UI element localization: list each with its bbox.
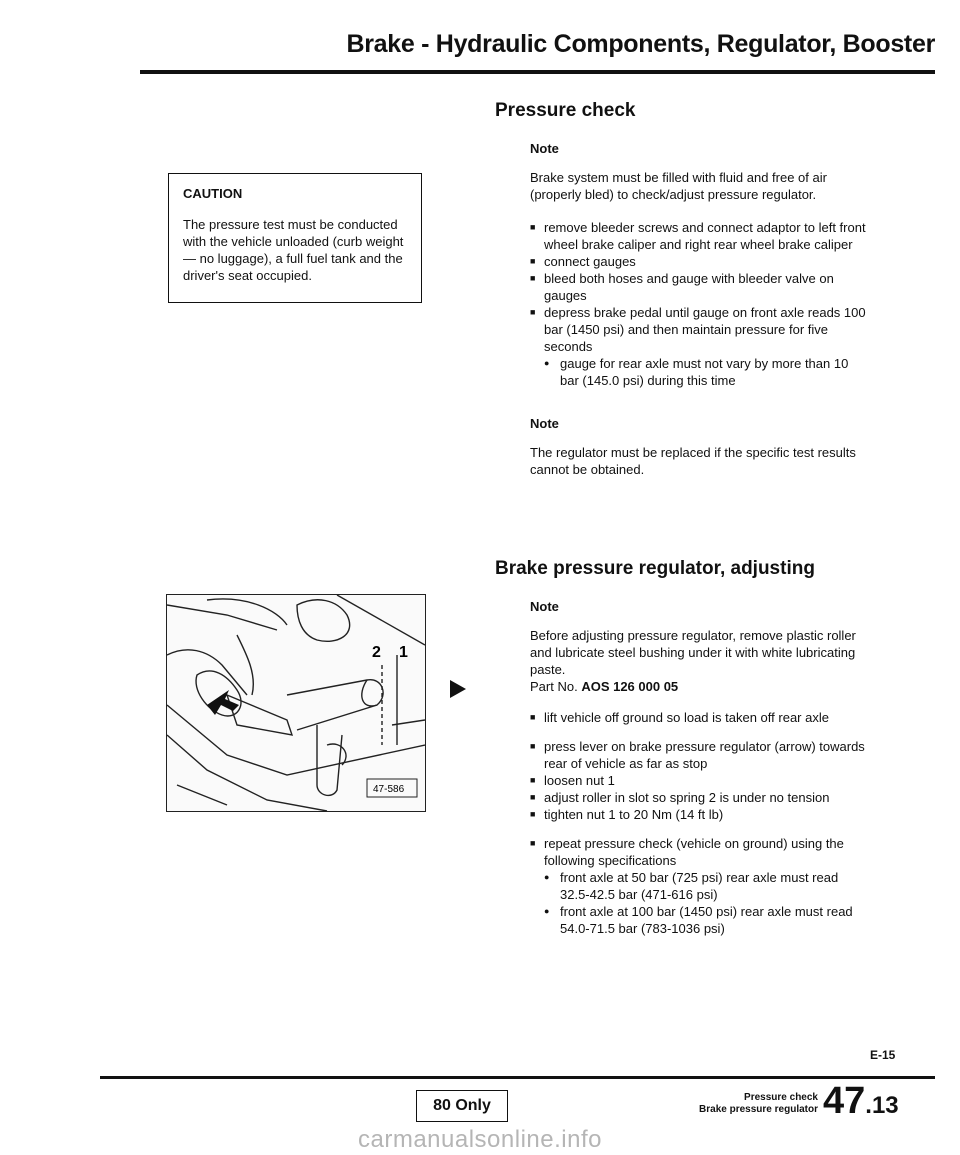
note-label: Note	[530, 599, 559, 614]
caution-text: The pressure test must be conducted with the vehicle unloaded (curb weight — no luggage), a full fuel tank and the driver's seat occupied.	[183, 217, 404, 283]
note-text: Before adjusting pressure regulator, remove plastic roller and lubricate steel bushing under it with white lubricating paste.	[530, 628, 856, 677]
part-number: AOS 126 000 05	[581, 679, 679, 694]
regulator-drawing	[167, 595, 425, 811]
note-label: Note	[530, 416, 559, 431]
header-rule	[140, 70, 935, 74]
footer-rule	[100, 1076, 935, 1079]
section-title-pressure-check: Pressure check	[495, 100, 636, 121]
list-item: ■ loosen nut 1	[530, 772, 870, 789]
page-header-title: Brake - Hydraulic Components, Regulator, Booster	[346, 30, 935, 58]
part-prefix: Part No.	[530, 679, 578, 694]
list-item: ■ repeat pressure check (vehicle on ground) using the following specifications	[530, 835, 870, 869]
regulator-illustration	[166, 594, 426, 812]
list-item: ● front axle at 100 bar (1450 psi) rear axle must read 54.0-71.5 bar (783-1036 psi)	[530, 903, 870, 937]
list-item: ■ depress brake pedal until gauge on front axle reads 100 bar (1450 psi) and then maintain pressure for five seconds	[530, 304, 870, 355]
page-number-main: 47	[823, 1080, 866, 1122]
part-number-line	[530, 678, 870, 695]
note-text: Brake system must be filled with fluid and free of air (properly bled) to check/adjust pressure regulator.	[530, 170, 827, 202]
watermark: carmanualsonline.info	[358, 1126, 602, 1153]
list-item: ■ remove bleeder screws and connect adaptor to left front wheel brake caliper and right rear wheel brake caliper	[530, 219, 870, 253]
pressure-check-steps	[530, 219, 870, 355]
page-number-sub: .13	[865, 1092, 899, 1119]
note-text: The regulator must be replaced if the specific test results cannot be obtained.	[530, 445, 856, 477]
pointer-arrow-icon	[207, 690, 239, 715]
list-item: ■ connect gauges	[530, 253, 870, 270]
page-ref: E-15	[870, 1048, 896, 1062]
caution-title: CAUTION	[183, 186, 243, 201]
adjusting-body	[530, 598, 870, 937]
adjusting-steps	[530, 709, 870, 869]
figure-ref: 47-586	[373, 784, 405, 795]
model-badge: 80 Only	[416, 1090, 508, 1122]
list-item: ■ press lever on brake pressure regulator (arrow) towards rear of vehicle as far as stop	[530, 738, 870, 772]
page-number	[823, 1080, 899, 1123]
list-item: ● front axle at 50 bar (725 psi) rear axle must read 32.5-42.5 bar (471-616 psi)	[530, 869, 870, 903]
callout-2: 2	[372, 644, 381, 661]
footer-topic: Pressure check	[744, 1092, 818, 1103]
note-label: Note	[530, 141, 559, 156]
footer-topic: Brake pressure regulator	[699, 1104, 818, 1115]
list-item: ■ bleed both hoses and gauge with bleeder valve on gauges	[530, 270, 870, 304]
figure-pointer-icon	[450, 680, 466, 698]
section-title-adjusting: Brake pressure regulator, adjusting	[495, 558, 815, 579]
list-item: ■ tighten nut 1 to 20 Nm (14 ft lb)	[530, 806, 870, 823]
list-item: ■ lift vehicle off ground so load is taken off rear axle	[530, 709, 870, 726]
pressure-check-substeps	[530, 355, 870, 389]
footer-topics	[600, 1092, 818, 1116]
list-item: ■ adjust roller in slot so spring 2 is under no tension	[530, 789, 870, 806]
list-item: ● gauge for rear axle must not vary by more than 10 bar (145.0 psi) during this time	[530, 355, 870, 389]
callout-1: 1	[399, 644, 408, 661]
pressure-check-body	[530, 140, 870, 478]
caution-box	[168, 173, 422, 303]
adjusting-specs	[530, 869, 870, 937]
